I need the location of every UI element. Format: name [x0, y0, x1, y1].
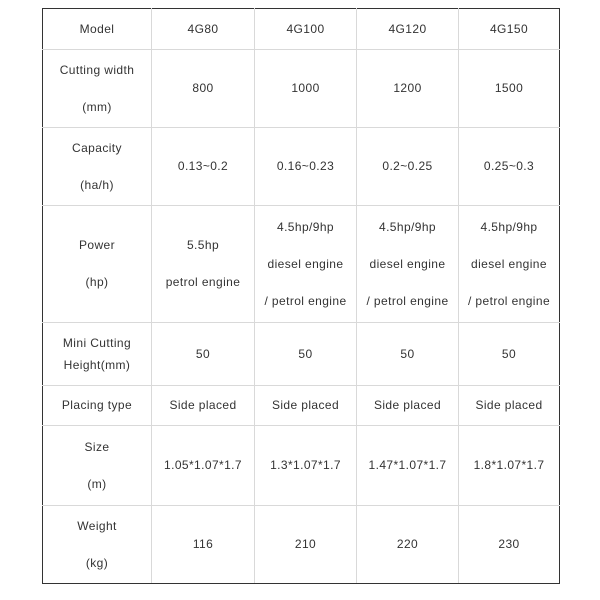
cell-line: Cutting width	[59, 62, 135, 77]
cell-line: 50	[195, 346, 211, 361]
cell-4g120-size	[357, 426, 459, 506]
cell-4g100-weight	[255, 506, 357, 584]
row-label-cutting-width	[43, 50, 152, 128]
cell-line: diesel engine	[471, 256, 547, 271]
cell-line: / petrol engine	[467, 293, 551, 308]
cell-line: 5.5hp	[186, 238, 220, 252]
cell-4g80-cutting-width	[152, 50, 255, 128]
cell-line: 220	[396, 537, 419, 551]
cell-4g80-size	[152, 426, 255, 506]
cell-line: 1.8*1.07*1.7	[473, 458, 545, 472]
cell-line: 50	[400, 346, 415, 361]
cell-line: 4G120	[388, 21, 427, 36]
row-label-size	[43, 426, 152, 506]
cell-line: 230	[498, 537, 520, 551]
cell-line: Height(mm)	[63, 358, 131, 372]
cell-line: 1200	[393, 81, 422, 95]
cell-4g120-weight	[357, 506, 459, 584]
cell-4g100-model	[255, 9, 357, 50]
cell-4g80-power	[152, 206, 255, 323]
cell-4g100-placing-type	[255, 386, 357, 426]
cell-4g150-weight	[459, 506, 560, 584]
cell-4g100-power	[255, 206, 357, 323]
cell-4g150-size	[459, 426, 560, 506]
spec-table	[42, 8, 560, 584]
cell-line: 4G150	[489, 21, 529, 36]
row-label-placing-type	[43, 386, 152, 426]
cell-line: 4.5hp/9hp	[277, 219, 334, 234]
cell-4g80-mini-cutting-height	[152, 323, 255, 386]
cell-4g150-power	[459, 206, 560, 323]
cell-4g120-cutting-width	[357, 50, 459, 128]
cell-line: Model	[79, 21, 115, 36]
cell-line: 116	[192, 537, 214, 551]
cell-line: (kg)	[85, 555, 109, 570]
cell-line: diesel engine	[369, 256, 446, 271]
cell-line: 1500	[494, 81, 524, 95]
cell-line: 1.47*1.07*1.7	[368, 458, 447, 472]
cell-4g100-cutting-width	[255, 50, 357, 128]
cell-4g80-placing-type	[152, 386, 255, 426]
cell-line: 4G80	[187, 21, 219, 36]
cell-line: Side placed	[271, 398, 340, 412]
cell-line: Placing type	[61, 398, 133, 412]
cell-line: 210	[294, 537, 317, 551]
cell-4g150-model	[459, 9, 560, 50]
row-label-capacity	[43, 128, 152, 206]
cell-line: 4.5hp/9hp	[480, 219, 538, 234]
table-row-size	[43, 426, 560, 506]
row-label-weight	[43, 506, 152, 584]
cell-4g120-placing-type	[357, 386, 459, 426]
row-label-mini-cutting-height	[43, 323, 152, 386]
cell-line: 800	[192, 81, 214, 95]
cell-line: petrol engine	[165, 275, 241, 289]
table-row-capacity	[43, 128, 560, 206]
cell-line: Mini Cutting	[62, 336, 132, 350]
cell-line: 1000	[291, 81, 320, 95]
cell-4g150-mini-cutting-height	[459, 323, 560, 386]
cell-line: Weight	[77, 518, 117, 533]
cell-line: (mm)	[82, 99, 112, 114]
table-row-weight	[43, 506, 560, 584]
row-label-power	[43, 206, 152, 323]
table-row-cutting-width	[43, 50, 560, 128]
cell-line: 1.05*1.07*1.7	[164, 458, 242, 472]
table-row-placing-type	[43, 386, 560, 426]
cell-line: 4G100	[286, 21, 325, 36]
cell-4g80-weight	[152, 506, 255, 584]
cell-line: diesel engine	[267, 256, 344, 271]
cell-line: 0.25~0.3	[483, 159, 535, 173]
cell-line: Side placed	[475, 398, 543, 412]
cell-line: (ha/h)	[80, 177, 114, 192]
cell-line: / petrol engine	[264, 293, 347, 308]
cell-4g120-capacity	[357, 128, 459, 206]
cell-4g150-cutting-width	[459, 50, 560, 128]
table-row-mini-cutting-height	[43, 323, 560, 386]
cell-line: Side placed	[373, 398, 442, 412]
cell-line: Side placed	[169, 398, 237, 412]
cell-line: 0.2~0.25	[382, 159, 433, 173]
cell-4g150-capacity	[459, 128, 560, 206]
cell-line: 50	[298, 346, 313, 361]
table-row-power	[43, 206, 560, 323]
cell-line: 50	[501, 346, 517, 361]
cell-line: Size	[84, 439, 110, 454]
cell-4g100-mini-cutting-height	[255, 323, 357, 386]
cell-4g100-capacity	[255, 128, 357, 206]
cell-line: Power	[78, 238, 115, 252]
cell-line: Capacity	[72, 140, 122, 155]
cell-4g150-placing-type	[459, 386, 560, 426]
cell-4g100-size	[255, 426, 357, 506]
cell-line: 4.5hp/9hp	[379, 219, 436, 234]
cell-4g80-model	[152, 9, 255, 50]
cell-4g120-mini-cutting-height	[357, 323, 459, 386]
cell-line: 1.3*1.07*1.7	[270, 458, 341, 472]
cell-line: 0.13~0.2	[177, 159, 229, 173]
cell-4g120-model	[357, 9, 459, 50]
table-row-model	[43, 9, 560, 50]
cell-line: (hp)	[85, 275, 109, 289]
cell-line: (m)	[87, 476, 107, 491]
cell-line: / petrol engine	[366, 293, 449, 308]
cell-4g80-capacity	[152, 128, 255, 206]
cell-line: 0.16~0.23	[276, 159, 335, 173]
row-label-model	[43, 9, 152, 50]
cell-4g120-power	[357, 206, 459, 323]
